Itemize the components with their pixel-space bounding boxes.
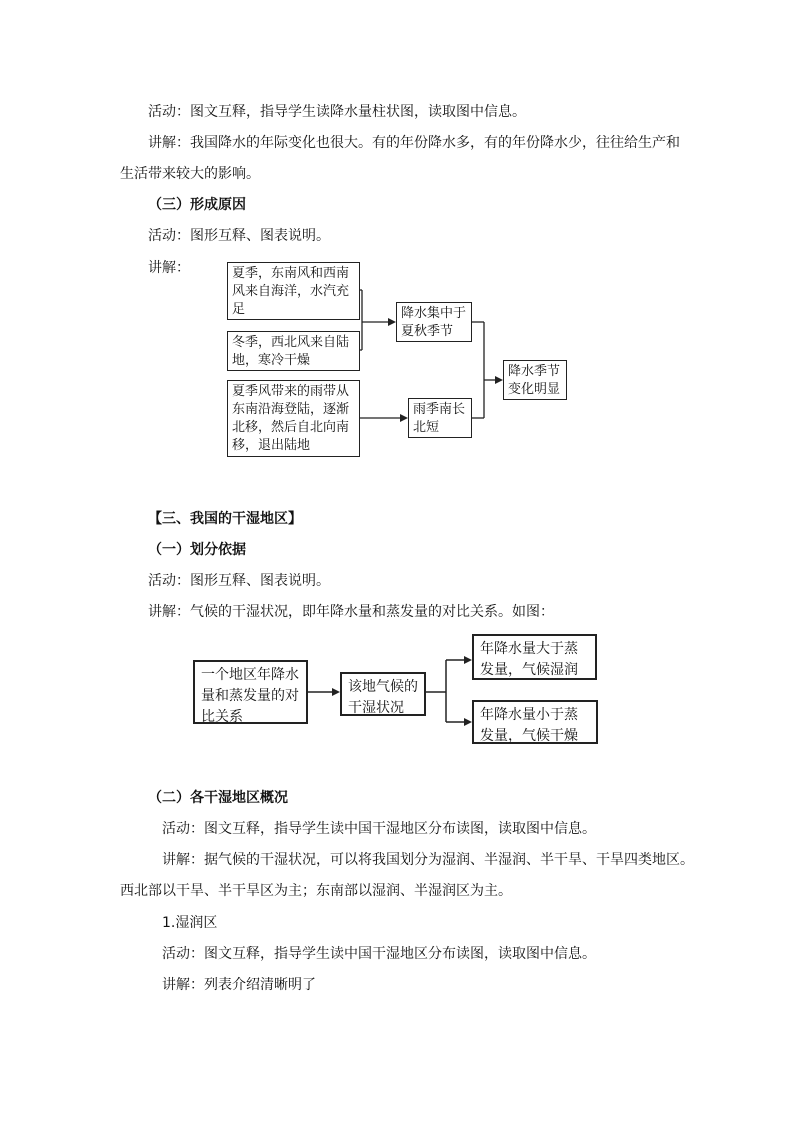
explanation-paragraph-2: 讲解：气候的干湿状况，即年降水量和蒸发量的对比关系。如图： (148, 604, 554, 620)
explanation-label: 讲解： (148, 260, 190, 276)
explanation-paragraph-1a: 讲解：我国降水的年际变化也很大。有的年份降水多，有的年份降水少，往往给生产和 (148, 135, 680, 151)
explanation-paragraph-1b: 生活带来较大的影响。 (120, 166, 260, 182)
rain-belt-box: 夏季风带来的雨带从东南沿海登陆，逐渐北移，然后自北向南移，退出陆地 (227, 380, 360, 457)
activity-paragraph-4: 活动：图文互释，指导学生读中国干湿地区分布读图，读取图中信息。 (162, 821, 596, 837)
humid-climate-box: 年降水量大于蒸发量，气候湿润 (472, 634, 597, 680)
explanation-paragraph-4: 讲解：列表介绍清晰明了 (162, 977, 316, 993)
summer-autumn-concentration-box: 降水集中于夏秋季节 (396, 302, 472, 342)
dry-climate-box: 年降水量小于蒸发量，气候干燥 (472, 700, 598, 744)
activity-paragraph-1: 活动：图文互释，指导学生读降水量柱状图，读取图中信息。 (148, 104, 526, 120)
rainy-season-box: 雨季南长北短 (408, 398, 472, 438)
heading-formation-cause: （三）形成原因 (148, 197, 246, 213)
explanation-paragraph-3a: 讲解：据气候的干湿状况，可以将我国划分为湿润、半湿润、半干旱、干旱四类地区。 (162, 852, 694, 868)
precipitation-evaporation-ratio-box: 一个地区年降水量和蒸发量的对比关系 (193, 660, 308, 724)
explanation-paragraph-3b: 西北部以干旱、半干旱区为主；东南部以湿润、半湿润区为主。 (120, 883, 512, 899)
activity-paragraph-2: 活动：图形互释、图表说明。 (148, 228, 330, 244)
heading-division-basis: （一）划分依据 (148, 542, 246, 558)
heading-regions-overview: （二）各干湿地区概况 (148, 790, 288, 806)
seasonal-variation-result-box: 降水季节变化明显 (503, 360, 567, 400)
activity-paragraph-3: 活动：图形互释、图表说明。 (148, 573, 330, 589)
climate-dry-wet-state-box: 该地气候的干湿状况 (340, 672, 426, 716)
winter-monsoon-box: 冬季，西北风来自陆地，寒冷干燥 (227, 331, 360, 371)
summer-monsoon-box: 夏季，东南风和西南风来自海洋，水汽充足 (227, 262, 360, 320)
section-heading-dry-wet-regions: 【三、我国的干湿地区】 (148, 511, 302, 527)
activity-paragraph-5: 活动：图文互释，指导学生读中国干湿地区分布读图，读取图中信息。 (162, 946, 596, 962)
heading-humid-region: 1.湿润区 (162, 915, 218, 931)
